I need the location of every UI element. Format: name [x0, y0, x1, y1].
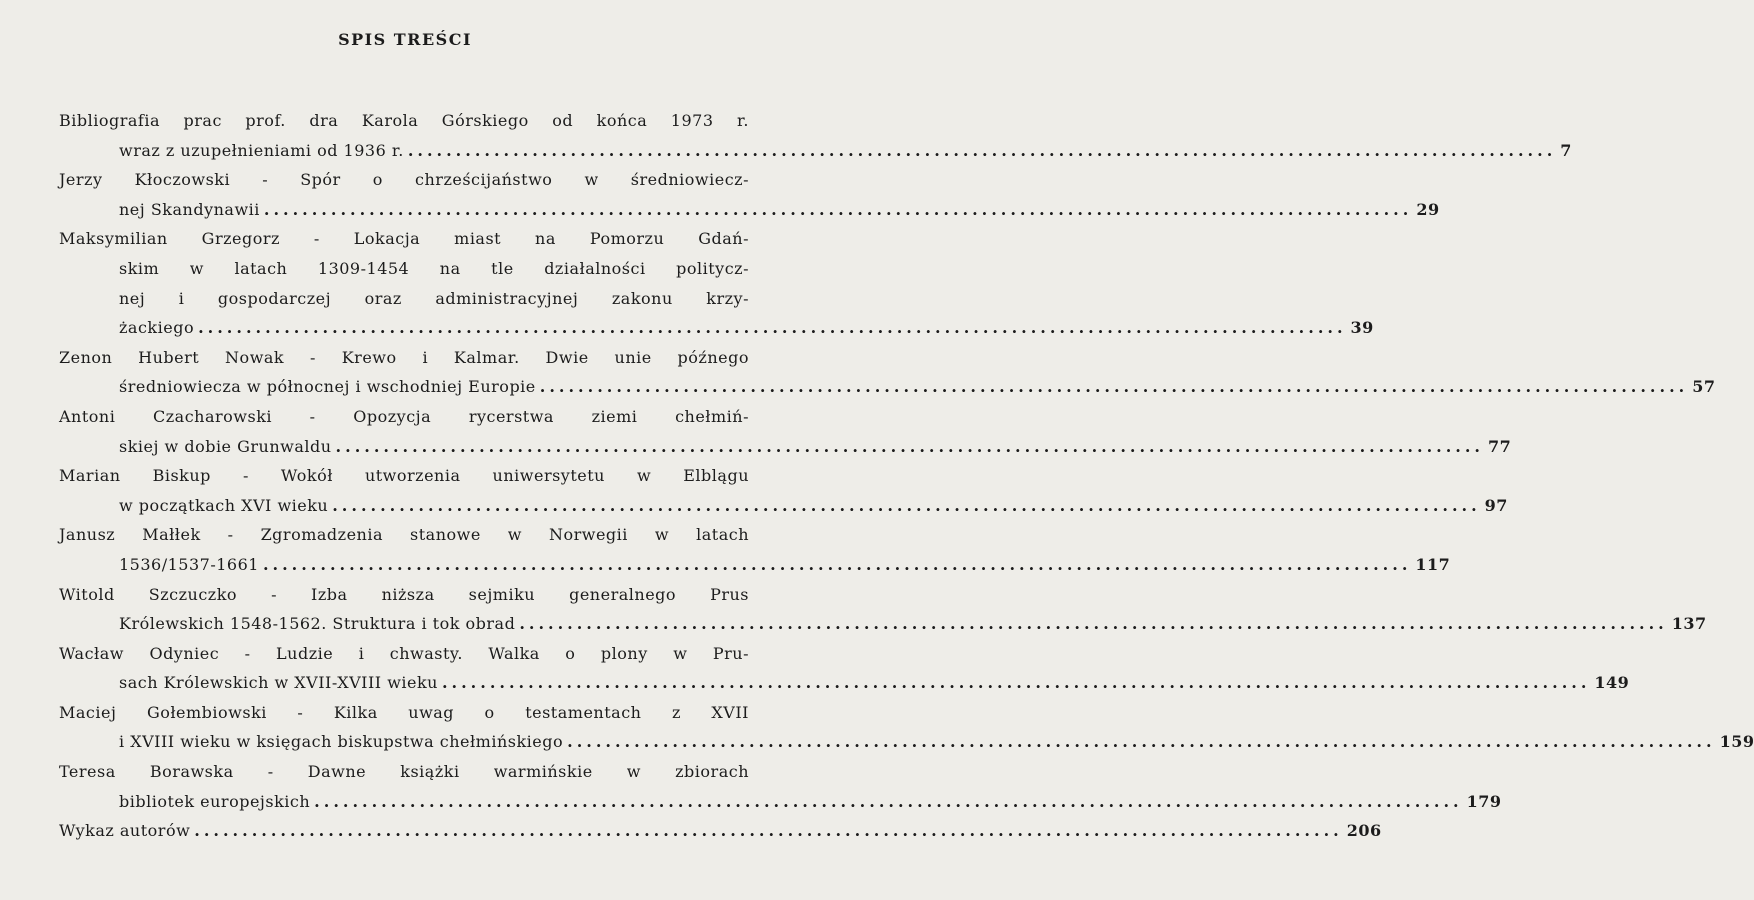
- toc-entry-line: Wacław Odyniec - Ludzie i chwasty. Walka o plony w Pru-: [59, 643, 749, 663]
- page-number: 7: [1560, 140, 1572, 160]
- toc-entry: [59, 520, 1451, 579]
- toc-entry-last-line: [59, 609, 1707, 639]
- toc-entry-line: Zenon Hubert Nowak - Krewo i Kalmar. Dwie unie późnego: [59, 347, 749, 367]
- toc-entry-text: wraz z uzupełnieniami od 1936 r.: [119, 140, 404, 160]
- toc-entry-text: Wykaz autorów: [59, 821, 191, 841]
- dot-leader: ........................................................................................................................: [332, 495, 1481, 515]
- toc-entry: [59, 461, 1508, 520]
- dot-leader: ........................................................................................................................: [407, 140, 1557, 160]
- toc-entry: [59, 165, 1440, 224]
- toc-entry-last-line: [59, 313, 1374, 343]
- toc-entry-line: Maksymilian Grzegorz - Lokacja miast na Pomorzu Gdań-: [59, 229, 749, 249]
- toc-entry: [59, 816, 1382, 846]
- toc-entry-last-line: [59, 550, 1451, 580]
- dot-leader: ........................................................................................................................: [314, 791, 1463, 811]
- page-number: 179: [1466, 791, 1502, 811]
- toc-entry-text: skiej w dobie Grunwaldu: [119, 436, 332, 456]
- toc-entry-line: Maciej Gołembiowski - Kilka uwag o testamentach z XVII: [59, 702, 749, 722]
- page-number: 57: [1692, 377, 1716, 397]
- toc-entry: [59, 580, 1707, 639]
- toc-entry-line: nej i gospodarczej oraz administracyjnej zakonu krzy-: [119, 288, 749, 308]
- toc-entry-text: sach Królewskich w XVII-XVIII wieku: [119, 673, 438, 693]
- toc-entry-last-line: [59, 372, 1716, 402]
- table-of-contents: [59, 106, 1754, 846]
- toc-entry-line: skim w latach 1309-1454 na tle działalności politycz-: [119, 258, 749, 278]
- toc-entry-text: żackiego: [119, 318, 195, 338]
- page-number: 137: [1671, 614, 1707, 634]
- toc-entry-line: Witold Szczuczko - Izba niższa sejmiku generalnego Prus: [59, 584, 749, 604]
- page-number: 149: [1594, 673, 1630, 693]
- toc-entry-line: Antoni Czacharowski - Opozycja rycerstwa ziemi chełmiń-: [59, 406, 749, 426]
- toc-entry-last-line: [59, 491, 1508, 521]
- toc-entry: [59, 698, 1754, 757]
- toc-entry-last-line: [59, 432, 1512, 462]
- toc-entry-last-line: [59, 787, 1502, 817]
- toc-entry-line: Marian Biskup - Wokół utworzenia uniwersytetu w Elblągu: [59, 466, 749, 486]
- toc-entry-text: w początkach XVI wieku: [119, 495, 329, 515]
- page-number: 97: [1484, 495, 1508, 515]
- toc-entry-line: Janusz Małłek - Zgromadzenia stanowe w Norwegii w latach: [59, 525, 749, 545]
- dot-leader: ........................................................................................................................: [441, 673, 1591, 693]
- toc-entry-last-line: [59, 136, 1572, 166]
- dot-leader: ........................................................................................................................: [519, 614, 1668, 634]
- page-title: SPIS TREŚCI: [338, 30, 472, 49]
- toc-entry: [59, 639, 1630, 698]
- toc-entry-last-line: [59, 816, 1382, 846]
- toc-entry-last-line: [59, 668, 1630, 698]
- dot-leader: ........................................................................................................................: [198, 318, 1347, 338]
- toc-entry-last-line: [59, 195, 1440, 225]
- toc-entry: [59, 343, 1716, 402]
- toc-entry-text: Królewskich 1548-1562. Struktura i tok obrad: [119, 614, 516, 634]
- dot-leader: ........................................................................................................................: [262, 554, 1412, 574]
- toc-entry-text: bibliotek europejskich: [119, 791, 311, 811]
- dot-leader: ........................................................................................................................: [539, 377, 1689, 397]
- dot-leader: ........................................................................................................................: [194, 821, 1343, 841]
- toc-entry-text: nej Skandynawii: [119, 199, 260, 219]
- toc-entry-line: Teresa Borawska - Dawne książki warmińskie w zbiorach: [59, 762, 749, 782]
- toc-entry-line: Jerzy Kłoczowski - Spór o chrześcijaństwo w średniowiecz-: [59, 170, 749, 190]
- page-number: 29: [1416, 199, 1440, 219]
- page-number: 206: [1346, 821, 1382, 841]
- toc-entry-last-line: [59, 727, 1754, 757]
- page-number: 39: [1350, 318, 1374, 338]
- page-number: 77: [1487, 436, 1512, 456]
- page-number: 159: [1719, 732, 1754, 752]
- dot-leader: ........................................................................................................................: [335, 436, 1484, 456]
- toc-entry: [59, 757, 1502, 816]
- dot-leader: ........................................................................................................................: [567, 732, 1716, 752]
- toc-entry-text: 1536/1537-1661: [119, 554, 259, 574]
- dot-leader: ........................................................................................................................: [263, 199, 1413, 219]
- toc-entry: [59, 106, 1572, 165]
- toc-entry: [59, 402, 1512, 461]
- toc-entry-text: średniowiecza w północnej i wschodniej Europie: [119, 377, 536, 397]
- toc-entry-line: Bibliografia prac prof. dra Karola Górskiego od końca 1973 r.: [59, 111, 749, 130]
- toc-entry: [59, 224, 1374, 342]
- page-number: 117: [1415, 554, 1451, 574]
- toc-entry-text: i XVIII wieku w księgach biskupstwa chełmińskiego: [119, 732, 564, 752]
